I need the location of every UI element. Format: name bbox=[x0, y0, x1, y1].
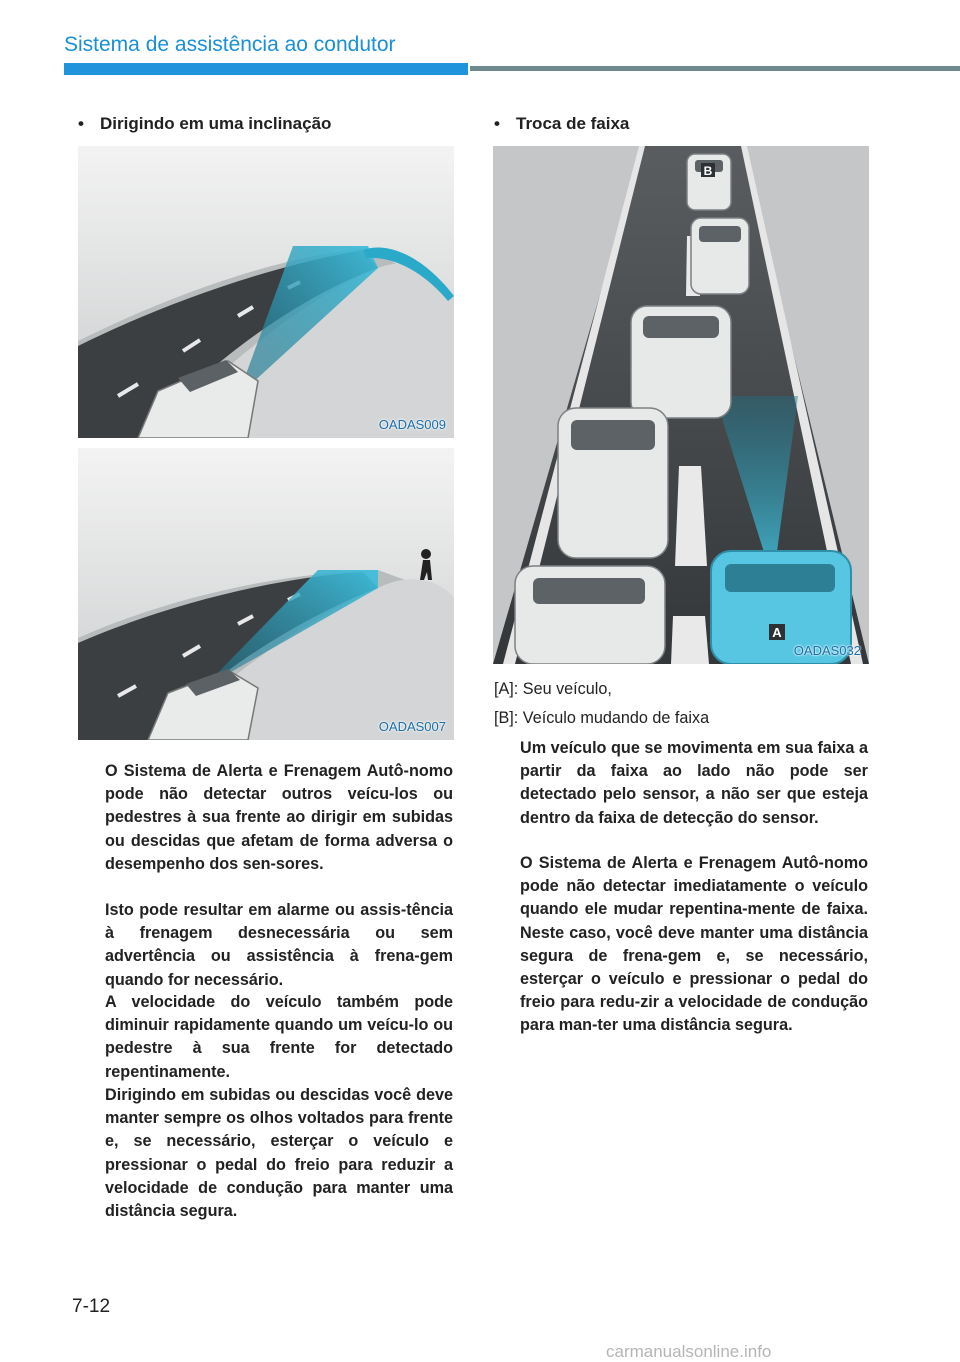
section-title: Sistema de assistência ao condutor bbox=[64, 33, 396, 56]
legend-item-b: [B]: Veículo mudando de faixa bbox=[494, 709, 710, 727]
header-bar-rule bbox=[470, 66, 960, 71]
header-bar-accent bbox=[64, 63, 468, 75]
paragraph: A velocidade do veículo também pode diminuir rapidamente quando um veícu-lo ou pedestre à sua frente for detectado repentinamente. bbox=[105, 993, 453, 1081]
figure-code-label: OADAS009 bbox=[378, 417, 446, 432]
bullet-heading-text: Dirigindo em uma inclinação bbox=[100, 114, 332, 133]
bullet-icon: • bbox=[78, 114, 84, 133]
figure-code-label: OADAS032 bbox=[793, 643, 861, 658]
slope-illustration bbox=[78, 146, 454, 438]
bullet-icon: • bbox=[494, 114, 500, 133]
figure-slope-pedestrian bbox=[78, 448, 454, 740]
bullet-heading-slope bbox=[78, 114, 331, 134]
watermark: carmanualsonline.info bbox=[606, 1342, 772, 1361]
pedestrian-illustration bbox=[78, 448, 454, 740]
figure-lane-change bbox=[493, 146, 869, 664]
paragraph: O Sistema de Alerta e Frenagem Autô-nomo pode não detectar outros veícu-los ou pedestres à sua frente ao dirigir em subidas ou descidas que afetam de forma adversa o desempenho dos sen-sores. bbox=[105, 762, 453, 873]
paragraph: Dirigindo em subidas ou descidas você deve manter sempre os olhos voltados para frente e, se necessário, esterçar o veículo e pressionar o pedal do freio para reduzir a velocidade de condução para manter uma distância segura. bbox=[105, 1086, 453, 1221]
legend-item-a: [A]: Seu veículo, bbox=[494, 680, 612, 698]
lane-change-illustration bbox=[493, 146, 869, 664]
page-number: 7-12 bbox=[72, 1296, 111, 1317]
paragraph: Um veículo que se movimenta em sua faixa a partir da faixa ao lado não pode ser detectado pelo sensor, a não ser que esteja dentro da faixa de detecção do sensor. bbox=[520, 739, 868, 827]
figure-code-label: OADAS007 bbox=[378, 719, 446, 734]
bullet-heading-lane-change bbox=[494, 114, 629, 134]
tag-b: B bbox=[703, 164, 713, 178]
bullet-heading-text: Troca de faixa bbox=[516, 114, 630, 133]
paragraph: Isto pode resultar em alarme ou assis-tência à frenagem desnecessária ou sem advertência ou assistência à frena-gem quando for necessário. bbox=[105, 901, 453, 989]
figure-slope-uphill bbox=[78, 146, 454, 438]
tag-a: A bbox=[772, 625, 782, 640]
paragraph: O Sistema de Alerta e Frenagem Autô-nomo pode não detectar imediatamente o veículo quando ele mudar repentina-mente de faixa. Neste caso, você deve manter uma distância segura de frena-gem e, se necessário, esterçar o veículo e pressionar o pedal do freio para redu-zir a velocidade de condução para man-ter uma distância segura. bbox=[520, 854, 868, 1035]
